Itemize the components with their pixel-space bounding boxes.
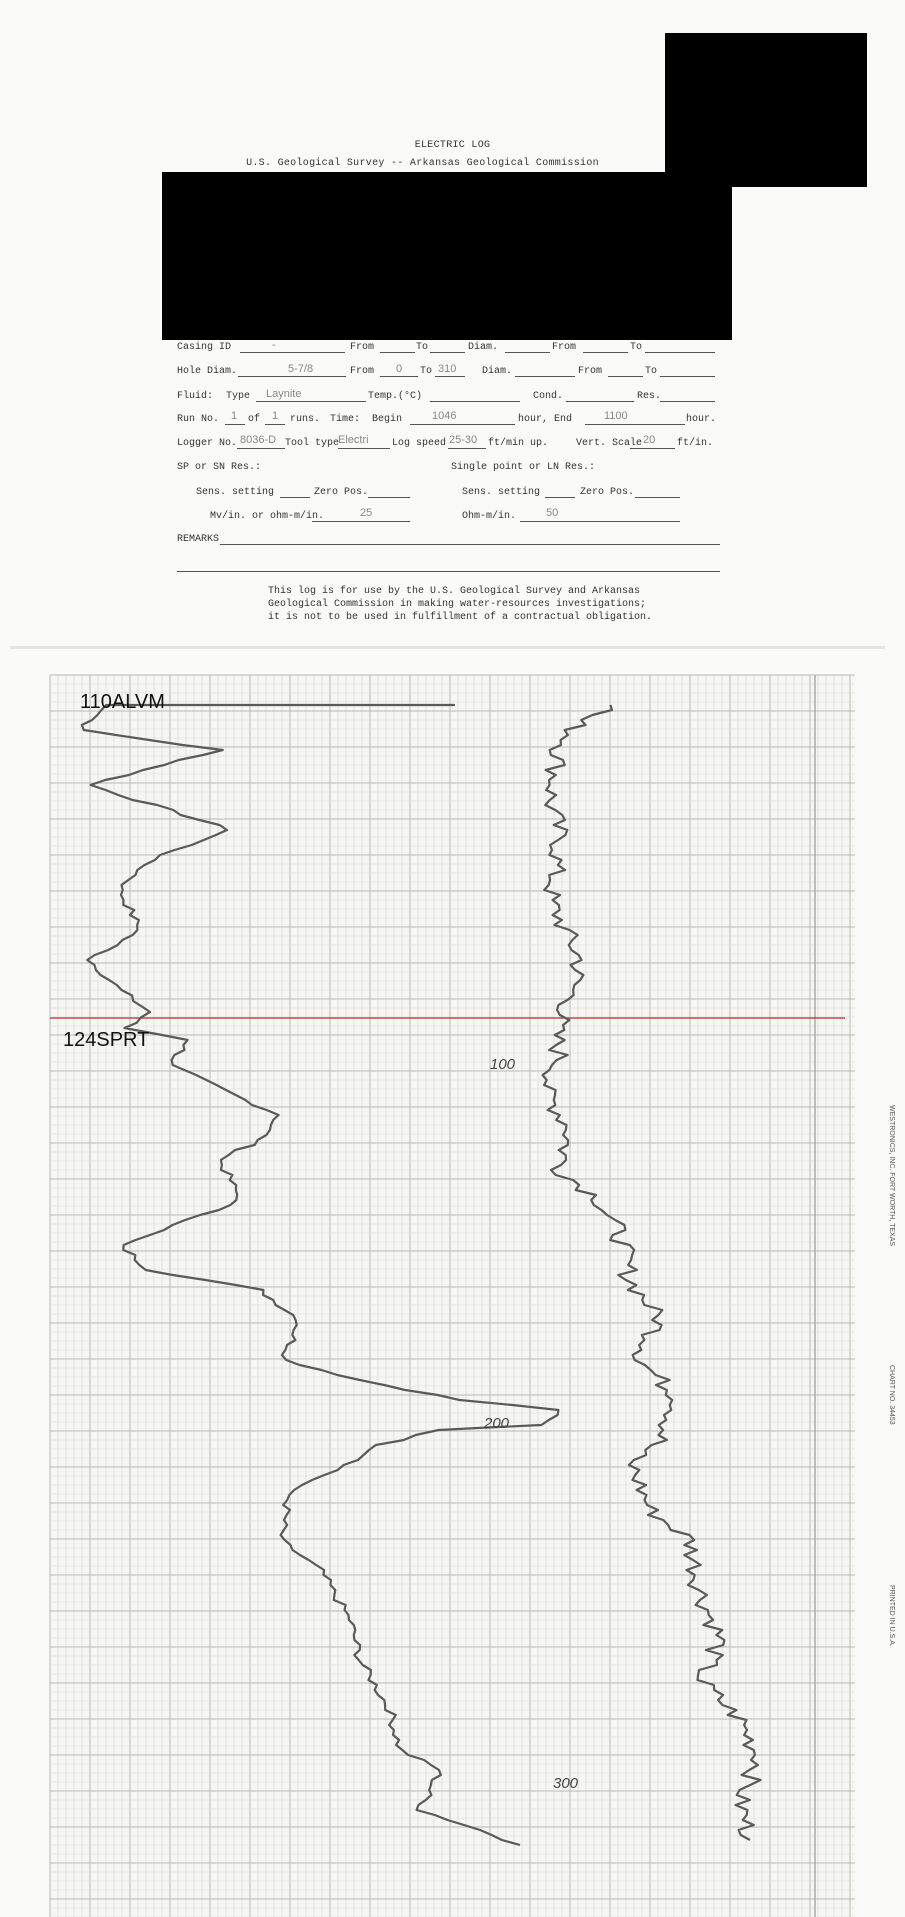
hole-diam-label: Diam. — [482, 366, 513, 377]
chart-number-print: CHART NO. 34453 — [888, 1365, 895, 1425]
fluid-res-label: Res. — [637, 391, 662, 402]
casing-from-label: From — [350, 342, 375, 353]
chart-maker-print: WESTRONICS, INC. FORT WORTH, TEXAS — [888, 1105, 895, 1247]
run-of-label: of — [248, 414, 261, 425]
printed-in-print: PRINTED IN U.S.A. — [888, 1585, 895, 1647]
hole-from-label: From — [350, 366, 375, 377]
vscale-unit: ft/in. — [677, 438, 714, 449]
run-value: 1 — [231, 410, 238, 422]
lp-section-label: Single point or LN Res.: — [451, 462, 596, 473]
redaction-block-header — [162, 172, 732, 340]
hole-to-label: To — [420, 366, 433, 377]
hole-diam-value: 5-7/8 — [288, 363, 314, 375]
runs-label: runs. — [290, 414, 321, 425]
speed-label: Log speed — [392, 438, 447, 449]
casing-label: Casing ID — [177, 342, 232, 353]
run-label: Run No. — [177, 414, 220, 425]
tool-label: Tool type — [285, 438, 340, 449]
sp-section-label: SP or SN Res.: — [177, 462, 262, 473]
ohm-value: 50 — [546, 507, 559, 519]
time-label: Time: — [330, 414, 361, 425]
fluid-type-label: Type — [226, 391, 251, 402]
run-of-value: 1 — [272, 410, 279, 422]
page-fold — [10, 646, 885, 649]
casing-diam-label: Diam. — [468, 342, 499, 353]
begin-label: Begin — [372, 414, 403, 425]
begin-value: 1046 — [432, 410, 457, 422]
hole-to-value: 310 — [438, 363, 457, 375]
speed-value: 25-30 — [449, 434, 478, 446]
mv-value: 25 — [360, 507, 373, 519]
unit-label-110alvm: 110ALVM — [80, 691, 165, 713]
sens-left-label: Sens. setting — [196, 487, 275, 498]
hole-from-value: 0 — [396, 363, 403, 375]
casing-id-value: - — [272, 339, 276, 351]
fluid-temp-label: Temp.(°C) — [368, 391, 423, 402]
logger-value: 8036-D — [240, 434, 277, 446]
electric-log-chart — [0, 660, 905, 1917]
ohm-label: Ohm-m/in. — [462, 511, 517, 522]
hole-label: Hole Diam. — [177, 366, 238, 377]
tool-value: Electri — [338, 434, 369, 446]
hour-end-label: hour, End — [518, 414, 573, 425]
speed-unit: ft/min up. — [488, 438, 549, 449]
depth-label-200: 200 — [484, 1415, 510, 1432]
zero-left-label: Zero Pos. — [314, 487, 369, 498]
log-title: ELECTRIC LOG — [414, 140, 491, 151]
vscale-label: Vert. Scale — [576, 438, 643, 449]
hole-to2-label: To — [645, 366, 658, 377]
logger-label: Logger No. — [177, 438, 238, 449]
agency-line: U.S. Geological Survey -- Arkansas Geological Commission — [246, 158, 599, 169]
fluid-label: Fluid: — [177, 391, 214, 402]
fluid-type-value: Laynite — [266, 388, 302, 400]
depth-label-100: 100 — [490, 1056, 516, 1073]
zero-right-label: Zero Pos. — [580, 487, 635, 498]
depth-label-300: 300 — [553, 1775, 579, 1792]
casing-from2-label: From — [552, 342, 577, 353]
log-chart-svg — [0, 660, 905, 1917]
usage-notice: This log is for use by the U.S. Geological Survey and Arkansas Geological Commission in making water-resources investigations; it is not to be used in fulfillment of a contractual obligation. — [268, 586, 653, 623]
casing-row — [177, 342, 231, 353]
hole-from2-label: From — [578, 366, 603, 377]
unit-label-124sprt: 124SPRT — [63, 1029, 150, 1051]
end-value: 1100 — [604, 410, 628, 422]
remarks-label: REMARKS — [177, 534, 220, 545]
casing-to-label: To — [416, 342, 429, 353]
sens-right-label: Sens. setting — [462, 487, 541, 498]
fluid-cond-label: Cond. — [533, 391, 564, 402]
vscale-value: 20 — [643, 434, 656, 446]
casing-to2-label: To — [630, 342, 643, 353]
hour-label: hour. — [686, 414, 717, 425]
mv-label: Mv/in. or ohm-m/in. — [210, 511, 325, 522]
